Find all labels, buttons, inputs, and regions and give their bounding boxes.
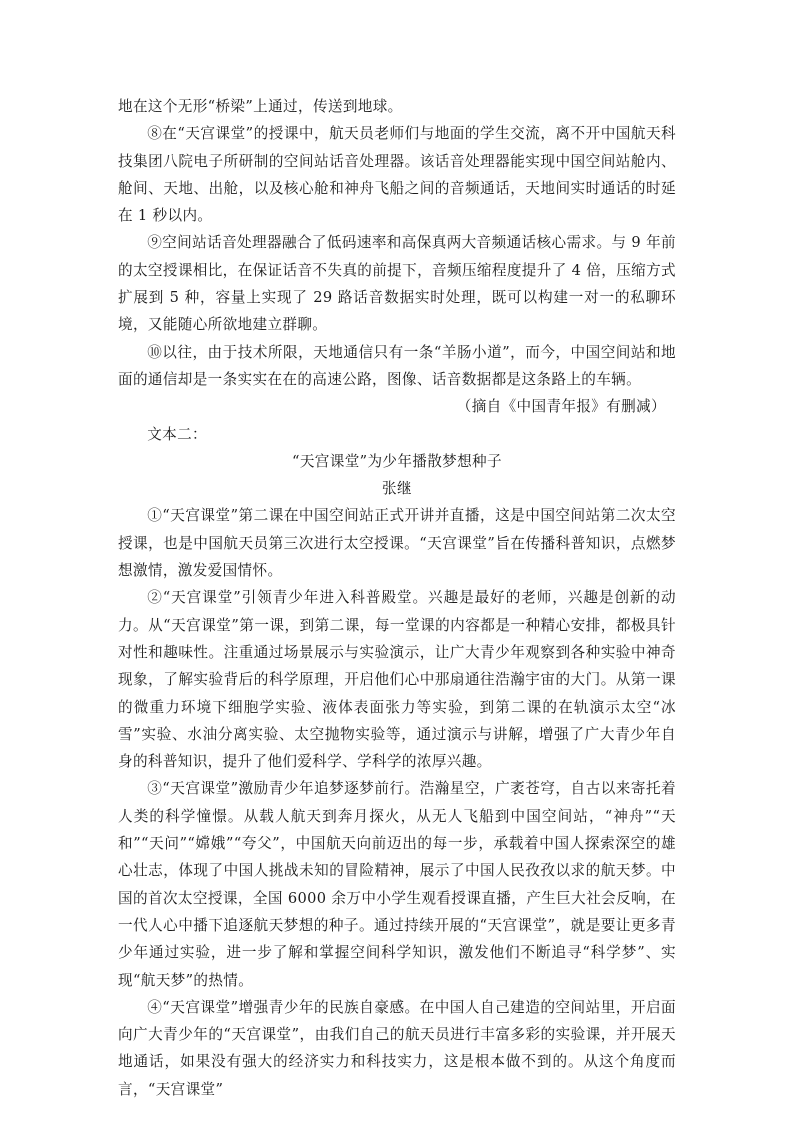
article-paragraph-4: ④“天宫课堂”增强青少年的民族自豪感。在中国人自己建造的空间站里，开启面向广大青少年的“天宫课堂”，由我们自己的航天员进行丰富多彩的实验课，并开展天地通话，如果没有强大的经济实力和科技实力，这是根本做不到的。从这个角度而言，“天宫课堂” [118, 998, 676, 1098]
paragraph-continuation: 地在这个无形“桥梁”上通过，传送到地球。 [118, 98, 403, 115]
source-citation: （摘自《中国青年报》有删减） [456, 398, 666, 416]
article-author: 张继 [382, 480, 412, 498]
text-two-label: 文本二： [147, 425, 207, 443]
paragraph-8: ⑧在“天宫课堂”的授课中，航天员老师们与地面的学生交流，离不开中国航天科技集团八院电子所研制的空间站话音处理器。该话音处理器能实现中国空间站舱内、舱间、天地、出舱，以及核心舱和神舟飞船之间的音频通话，天地间实时通话的时延在 1 秒以内。 [118, 125, 676, 225]
article-paragraph-2: ②“天宫课堂”引领青少年进入科普殿堂。兴趣是最好的老师，兴趣是创新的动力。从“天宫课堂”第一课，到第二课，每一堂课的内容都是一种精心安排，都极具针对性和趣味性。注重通过场景展示与实验演示，让广大青少年观察到各种实验中神奇现象，了解实验背后的科学原理，开启他们心中那扇通往浩瀚宇宙的大门。从第一课的微重力环境下细胞学实验、液体表面张力等实验，到第二课的在轨演示太空“冰雪”实验、水油分离实验、太空抛物实验等，通过演示与讲解，增强了广大青少年自身的科普知识，提升了他们爱科学、学科学的浓厚兴趣。 [118, 589, 676, 771]
paragraph-9: ⑨空间站话音处理器融合了低码速率和高保真两大音频通话核心需求。与 9 年前的太空授课相比，在保证话音不失真的前提下，音频压缩程度提升了 4 倍，压缩方式扩展到 5 种，容量上实现了 29 路话音数据实时处理，既可以构建一对一的私聊环境，又能随心所欲地建立群聊。 [118, 234, 676, 334]
paragraph-10: ⑩以往，由于技术所限，天地通信只有一条“羊肠小道”，而今，中国空间站和地面的通信却是一条实实在在的高速公路，图像、话音数据都是这条路上的车辆。 [118, 343, 676, 388]
article-title: “天宫课堂”为少年播散梦想种子 [292, 452, 502, 470]
article-paragraph-3: ③“天宫课堂”激励青少年追梦逐梦前行。浩瀚星空，广袤苍穹，自古以来寄托着人类的科学憧憬。从载人航天到奔月探火，从无人飞船到中国空间站，“神舟”“天和”“天问”“嫦娥”“夸父”，中国航天向前迈出的每一步，承载着中国人探索深空的雄心壮志，体现了中国人挑战未知的冒险精神，展示了中国人民孜孜以求的航天梦。中国的首次太空授课，全国 6000 余万中小学生观看授课直播，产生巨大社会反响，在一代人心中播下追逐航天梦想的种子。通过持续开展的“天宫课堂”，就是要让更多青少年通过实验，进一步了解和掌握空间科学知识，激发他们不断追寻“科学梦”、实现“航天梦”的热情。 [118, 780, 676, 989]
article-paragraph-1: ①“天宫课堂”第二课在中国空间站正式开讲并直播，这是中国空间站第二次太空授课，也是中国航天员第三次进行太空授课。“天宫课堂”旨在传播科普知识，点燃梦想激情，激发爱国情怀。 [118, 507, 676, 580]
